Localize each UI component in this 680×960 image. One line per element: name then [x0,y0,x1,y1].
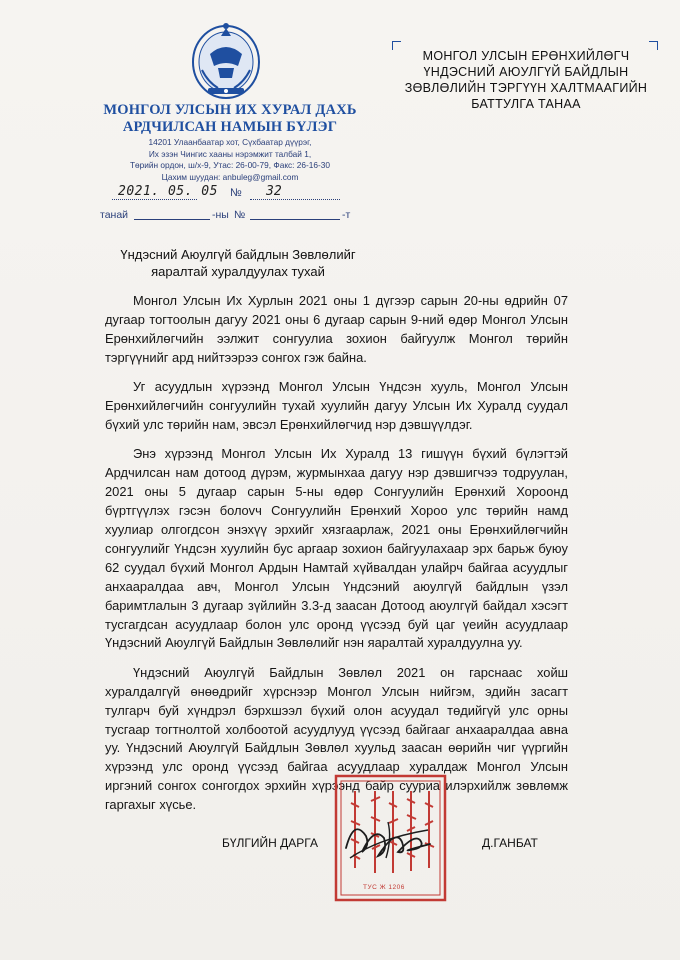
reference-line [112,184,352,204]
signatory-title: БҮЛГИЙН ДАРГА [222,836,319,850]
reference-number-label: № [230,187,242,199]
address-email: Цахим шуудан: anbuleg@gmail.com [161,171,299,182]
reference-date: 2021. 05. 05 [118,184,218,199]
number-dotted-line [250,199,340,200]
state-emblem-icon [188,18,264,102]
organization-name-line1: МОНГОЛ УЛСЫН ИХ ХУРАЛ ДАХЬ [103,102,357,118]
stamp-code: ТУС Ж 1206 [363,884,405,891]
body-paragraph: Энэ хүрээнд Монгол Улсын Их Хуралд 13 гишүүн бүхий бүлэгтэй Ардчилсан нам дотоод дүрэм, журмынхаа дагуу нэр дэвшигчээ тодруулан, 2021 оны 5 дугаар сарын 5-ны өдөр Сонгуулийн Ерөнхий Хороонд бүртгүүлэх гэсэн болovч Сонгуулийн Ерөнхий Хороо улс төрийн намд хуулиар олгогдсон энэхүү эрхийг хязгаарлаж, 2021 оны Ерөнхийлөгчийн сонгуулийг Үндсэн хуулийн бус аргаар зохион байгуулахаар эрх барьж буюу 62 суудал бүхий Монгол Ардын Намтай хүйвалдан улайрч байгаа асуудлыг анхааралдаа авч, Монгол Улсын Үндсэний аюулгүй байдлын үзэл баримтлалын 3 дугаар зүйлийн 3.3-д заасан Дотоод аюулгүй байдал хэсэгт тусгагдсан асуудлаар болон улс оронд үүсээд буй цаг үеийн асуудлаар Үндэсний Аюулгүй Байдлын Зөвлөлийг нэн яаралтай хуралдуулна уу. [105,446,568,651]
body-paragraph: Уг асуудлын хүрээнд Монгол Улсын Үндсэн хууль, Монгол Улсын Ерөнхийлөгчийн сонгуулийн тухай хуулийн дагуу Улсын Их Хуралд суудал бүхий улс төрийн нам, эвсэл Ерөнхийлөгчид нэр дэвшүүлдэг. [105,379,568,432]
organization-name [100,102,360,136]
organization-name-line2: АРДЧИЛСАН НАМЫН БҮЛЭГ [122,119,338,135]
addressee-block [395,48,657,112]
organization-address [100,137,360,183]
address-line: Төрийн ордон, ш/х-9, Утас: 26-00-79, Факс: 26-16-30 [129,160,331,170]
letter-subject [108,246,368,280]
subject-line: Үндэсний Аюулгүй байдлын Зөвлөлийг [120,247,356,262]
body-paragraph: Монгол Улсын Их Хурлын 2021 оны 1 дүгээр сарын 20-ны өдрийн 07 дугаар тогтоолын дагуу 2021 оны 6 дугаар сарын 9-ний өдөр Монгол Улсын Ерөнхийлөгчийн ээлжит сонгуулиа зохион байгуулж Монгол төрийн тэргүүнийг ард нийтээрээ сонгох гэж байна. [105,293,568,365]
reply-prefix: танай [100,209,129,221]
reply-suffix: -т [342,209,351,221]
body-paragraph: Үндэсний Аюулгүй Байдлын Зөвлөл 2021 он гарснаас хойш хуралдалгүй өнөөдрийг хүрснээр Монгол Улсын нийгэм, эдийн засагт тулгарч буй хүндрэл бэрхшээл бүхий олон асуудал төдийгүй улс орны тусгаар тогтнолтой холбоотой асуудлууд үүсээд байгааг анхааралдаа авна уу. Үндэсний Аюулгүй Байдлын Зөвлөл хуульд заасан өөрийн чиг үүргийн хүрээнд улс оронд үүсээд байгаа асуудлаар хуралдаж Монгол Улсын иргэний сонгох сонгогдох эрхийн хүрээнд байр сууриа илэрхийлж зөвлөмж гаргахыг хүсье. [105,664,568,813]
addressee-line: МОНГОЛ УЛСЫН ЕРӨНХИЙЛӨГЧ [422,49,630,63]
reference-number: 32 [266,184,282,199]
reply-no-label: № [234,209,246,221]
address-line: Их эзэн Чингис хааны нэрэмжит талбай 1, [148,148,312,159]
reply-middle: -ны [212,209,229,221]
handwritten-signature [340,808,435,868]
addressee-line: ҮНДЭСНИЙ АЮУЛГҮЙ БАЙДЛЫН [423,65,629,79]
address-line: 14201 Улаанбаатар хот, Сүхбаатар дүүрэг, [148,137,312,147]
signatory-name: Д.ГАНБАТ [482,836,538,850]
addressee-line: БАТТУЛГА ТАНАА [471,97,581,111]
letter-body [105,292,568,826]
reply-date-blank [134,219,210,220]
subject-line: яаралтай хуралдуулах тухай [151,264,325,279]
addressee-line: ЗӨВЛӨЛИЙН ТЭРГҮҮН ХАЛТМААГИЙН [404,81,648,95]
reply-number-blank [250,219,340,220]
reply-reference-line [100,209,370,225]
date-dotted-line [112,199,197,200]
